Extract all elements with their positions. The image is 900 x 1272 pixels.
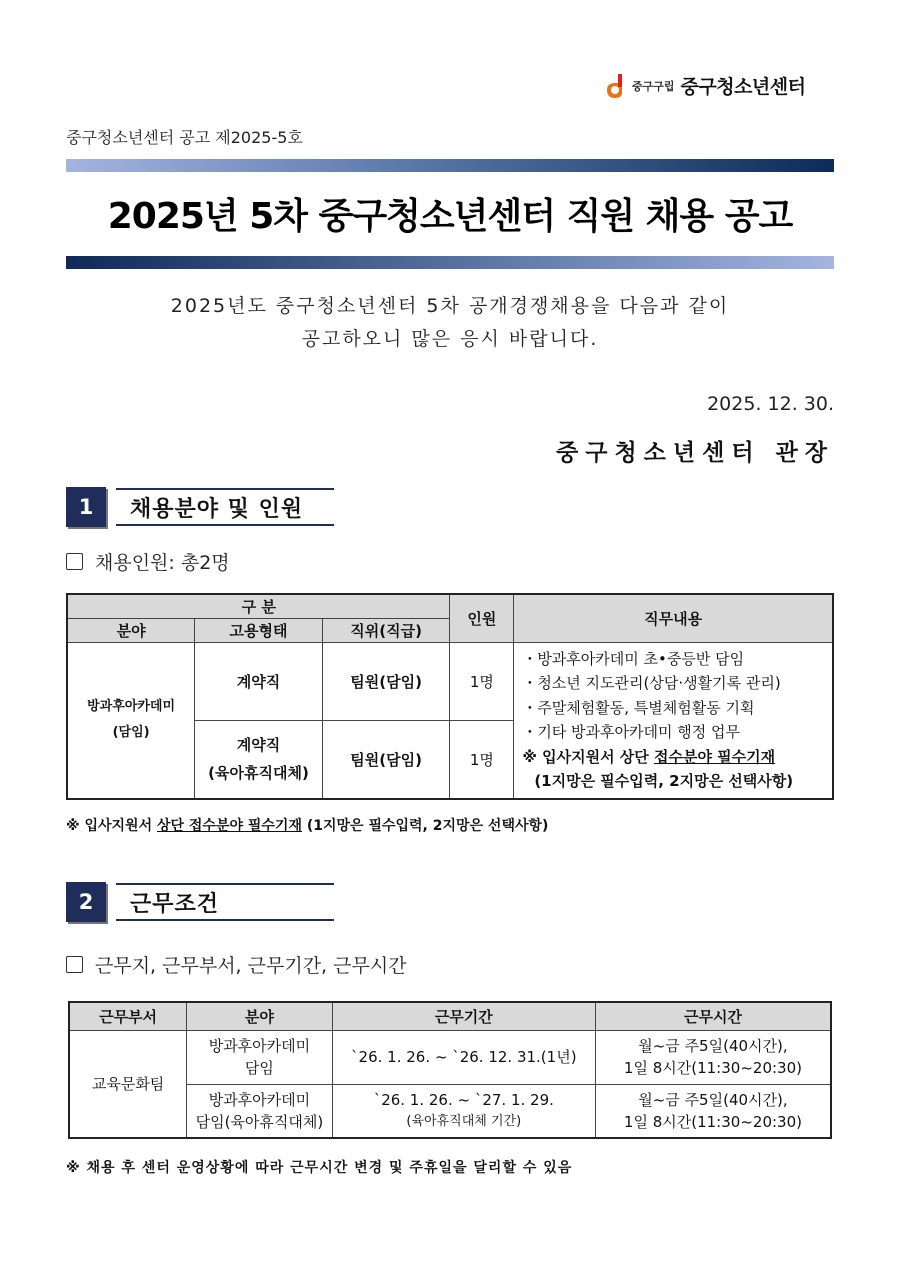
hours-line: 1일 8시간(11:30~20:30) (623, 1059, 802, 1077)
header-period: 근무기간 (332, 1002, 595, 1030)
period-line: `26. 1. 26. ~ `26. 12. 31.(1년) (351, 1048, 577, 1066)
table-row (67, 642, 833, 720)
hours-cell (595, 1030, 831, 1084)
header-field: 분야 (67, 618, 195, 642)
section-title: 채용분야 및 인원 (116, 488, 334, 526)
header-duties: 직무내용 (514, 594, 833, 642)
checkbox-icon (66, 956, 83, 973)
field-line: 담임 (244, 1059, 274, 1077)
field-cell (187, 1030, 333, 1084)
hours-line: 1일 8시간(11:30~20:30) (623, 1112, 802, 1131)
period-line: `26. 1. 26. ~ `27. 1. 29. (373, 1090, 554, 1109)
duty-item: ・기타 방과후아카데미 행정 업무 (522, 723, 740, 741)
section-title: 근무조건 (116, 883, 334, 921)
employment-cell: 계약직 (195, 642, 323, 720)
recruit-count-text: 채용인원: 총2명 (95, 552, 230, 574)
position-cell: 팀원(담임) (322, 720, 450, 798)
header-field: 분야 (187, 1002, 333, 1030)
field-cell (67, 642, 195, 799)
period-cell (332, 1084, 595, 1138)
count-cell: 1명 (450, 720, 514, 798)
center-logo (604, 72, 806, 99)
field-line: 담임(육아휴직대체) (195, 1112, 324, 1131)
section-2-heading (66, 882, 334, 922)
table-row (69, 1030, 831, 1084)
hours-line: 월~금 주5일(40시간), (638, 1037, 788, 1055)
notice-date: 2025. 12. 30. (707, 393, 834, 415)
header-department: 근무부서 (69, 1002, 187, 1030)
employment-type: 계약직 (236, 736, 281, 755)
intro-text (66, 290, 834, 356)
duty-item: ・방과후아카데미 초•중등반 담임 (522, 649, 745, 668)
duty-note-sub: (1지망은 필수입력, 2지망은 선택사항) (534, 772, 794, 790)
field-cell (187, 1084, 333, 1138)
header-count: 인원 (450, 594, 514, 642)
duty-note (522, 745, 824, 770)
section-number: 1 (66, 487, 106, 527)
work-conditions-text: 근무지, 근무부서, 근무기간, 근무시간 (95, 955, 407, 977)
hours-line: 월~금 주5일(40시간), (638, 1090, 788, 1109)
note-prefix: ※ 입사지원서 (66, 818, 157, 834)
header-employment: 고용형태 (195, 618, 323, 642)
duty-item: ・주말체험활동, 특별체험활동 기획 (522, 698, 755, 717)
checkbox-icon (66, 553, 83, 570)
header-category: 구 분 (67, 594, 450, 618)
section-number: 2 (66, 882, 106, 922)
header-hours: 근무시간 (595, 1002, 831, 1030)
section-1-heading (66, 487, 334, 527)
field-line: 방과후아카데미 (208, 1037, 311, 1055)
application-note (66, 815, 548, 835)
recruit-count-item (66, 548, 230, 575)
logo-district-text: 중구구립 (632, 79, 675, 93)
field-sub: (담임) (112, 725, 150, 740)
signer: 중구청소년센터 관장 (556, 440, 834, 466)
recruitment-table (66, 593, 834, 800)
work-hours-note: ※ 채용 후 센터 운영상황에 따라 근무시간 변경 및 주휴일을 달리할 수 있음 (66, 1160, 573, 1176)
intro-line-1: 2025년도 중구청소년센터 5차 공개경쟁채용을 다음과 같이 (170, 295, 730, 317)
employment-sub: (육아휴직대체) (208, 764, 309, 783)
work-conditions-item (66, 951, 407, 978)
hours-cell (595, 1084, 831, 1138)
employment-cell (195, 720, 323, 798)
department-cell: 교육문화팀 (69, 1030, 187, 1138)
duty-note-underlined: 접수분야 필수기재 (654, 747, 776, 766)
position-cell: 팀원(담임) (322, 642, 450, 720)
title-bar-top (66, 159, 834, 172)
work-conditions-table (68, 1001, 832, 1139)
logo-center-name: 중구청소년센터 (680, 76, 806, 98)
note-underlined: 상단 접수분야 필수기재 (156, 818, 302, 834)
page-title: 2025년 5차 중구청소년센터 직원 채용 공고 (107, 196, 793, 237)
field-line: 방과후아카데미 (208, 1090, 311, 1109)
duties-cell (514, 642, 833, 799)
notice-number: 중구청소년센터 공고 제2025-5호 (66, 128, 303, 147)
logo-mark-icon (604, 73, 626, 99)
duty-item: ・청소년 지도관리(상담·생활기록 관리) (522, 674, 781, 692)
period-cell (332, 1030, 595, 1084)
field-name: 방과후아카데미 (87, 699, 176, 714)
period-line: (육아휴직대체 기간) (406, 1113, 522, 1129)
count-cell: 1명 (450, 642, 514, 720)
intro-line-2: 공고하오니 많은 응시 바랍니다. (301, 328, 599, 350)
header-position: 직위(직급) (322, 618, 450, 642)
note-suffix: (1지망은 필수입력, 2지망은 선택사항) (301, 818, 549, 834)
duty-note-prefix: ※ 입사지원서 상단 (522, 747, 654, 766)
title-bar-bottom (66, 256, 834, 269)
